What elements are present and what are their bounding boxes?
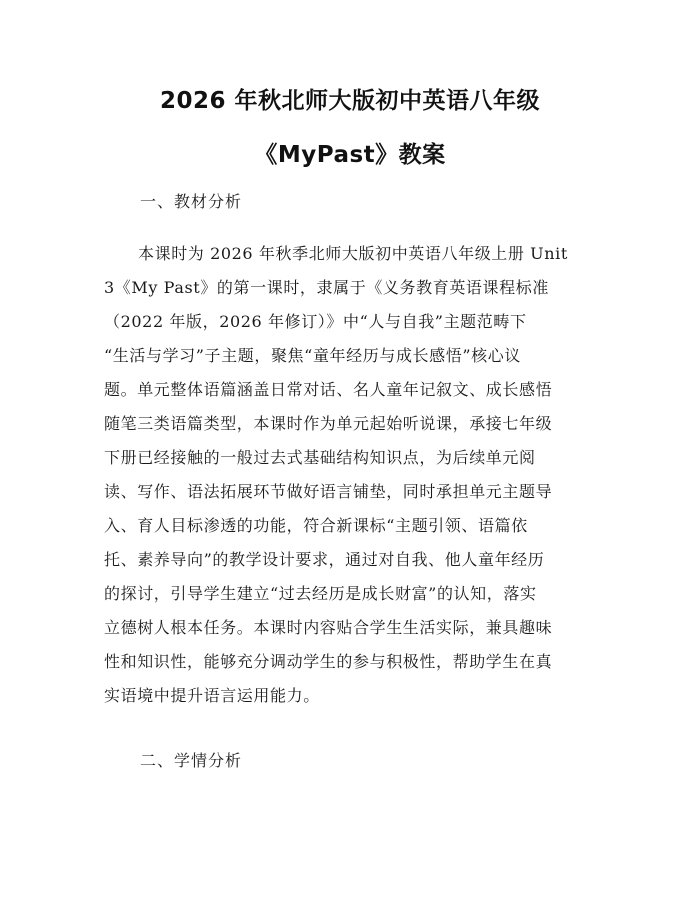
paragraph-line: 题。单元整体语篇涵盖日常对话、名人童年记叙文、成长感悟 [104,380,553,399]
document-title-line-2: 《MyPast》教案 [254,142,446,168]
paragraph-line: “生活与学习”子主题，聚焦“童年经历与成长感悟”核心议 [104,346,521,365]
paragraph-line: （2022 年版，2026 年修订）》中“人与自我”主题范畴下 [104,312,527,331]
section-paragraph-textbook-analysis [104,237,600,713]
paragraph-line: 性和知识性，能够充分调动学生的参与积极性，帮助学生在真 [104,652,553,671]
paragraph-line: 下册已经接触的一般过去式基础结构知识点，为后续单元阅 [104,448,536,467]
paragraph-line: 3《My Past》的第一课时，隶属于《义务教育英语课程标准 [104,278,549,297]
section-heading-textbook-analysis: 一、教材分析 [140,192,243,211]
paragraph-line: 立德树人根本任务。本课时内容贴合学生生活实际，兼具趣味 [104,618,553,637]
paragraph-line: 读、写作、语法拓展环节做好语言铺垫，同时承担单元主题导 [104,482,553,501]
document-title-line-1: 2026 年秋北师大版初中英语八年级 [159,88,541,114]
paragraph-line: 托、素养导向”的教学设计要求，通过对自我、他人童年经历 [104,550,545,569]
section-heading-learner-analysis: 二、学情分析 [140,751,243,770]
paragraph-line: 本课时为 2026 年秋季北师大版初中英语八年级上册 Unit [138,244,568,263]
paragraph-line: 入、育人目标渗透的功能，符合新课标“主题引领、语篇依 [104,516,528,535]
paragraph-line: 的探讨，引导学生建立“过去经历是成长财富”的认知，落实 [104,584,537,603]
paragraph-line: 随笔三类语篇类型，本课时作为单元起始听说课，承接七年级 [104,414,553,433]
paragraph-line: 实语境中提升语言运用能力。 [104,686,320,705]
